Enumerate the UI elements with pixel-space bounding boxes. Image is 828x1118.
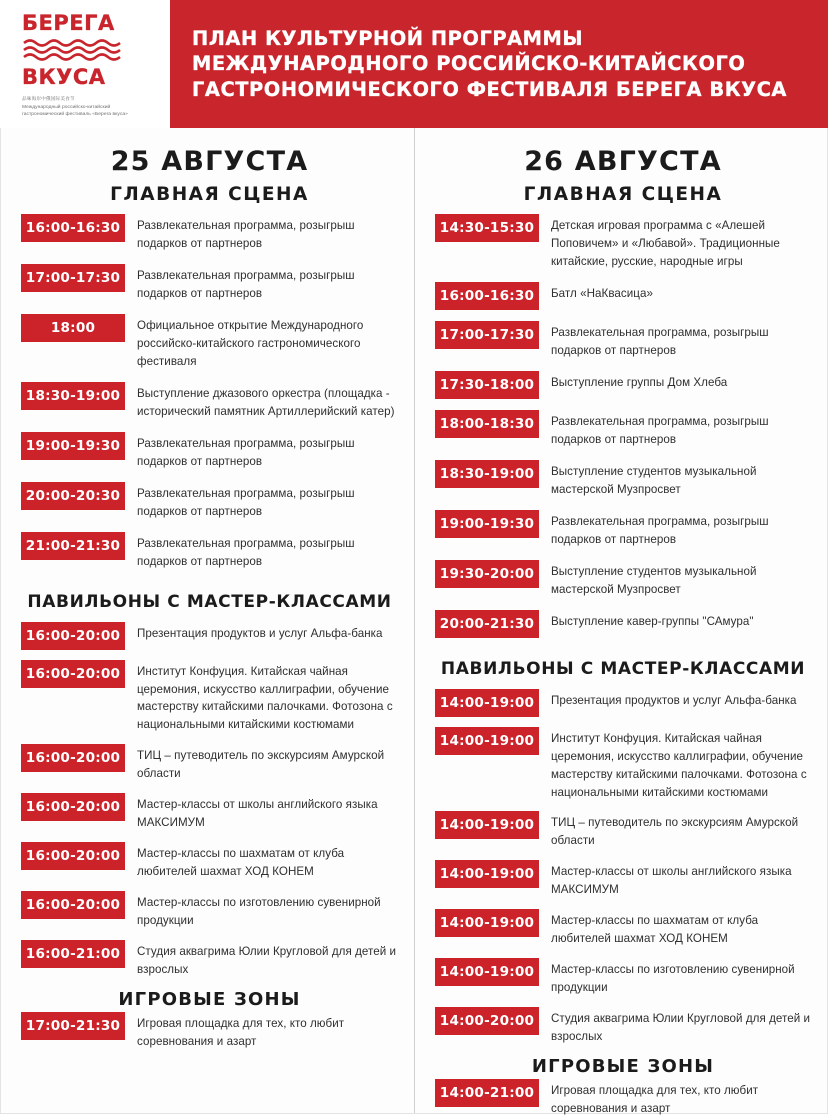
- schedule-row: [435, 860, 811, 899]
- time-badge: 21:00-21:30: [21, 532, 125, 560]
- logo-word-top: БЕРЕГА: [22, 11, 115, 35]
- schedule-row: [435, 371, 811, 399]
- time-badge: 17:00-21:30: [21, 1012, 125, 1040]
- pavilion-rows: [21, 622, 398, 980]
- schedule-content: [0, 128, 828, 1114]
- event-description: Развлекательная программа, розыгрыш подарков от партнеров: [137, 219, 355, 250]
- event-description: Развлекательная программа, розыгрыш подарков от партнеров: [137, 536, 355, 568]
- schedule-row: [21, 214, 398, 253]
- time-badge: 17:00-17:30: [435, 321, 539, 349]
- time-badge: 19:00-19:30: [435, 510, 539, 538]
- event-description: Мастер-классы по шахматам от клуба любителей шахмат ХОД КОНЕМ: [137, 847, 345, 879]
- event-description: ТИЦ – путеводитель по экскурсиям Амурской области: [137, 749, 385, 781]
- zone-rows: [21, 1012, 398, 1051]
- time-badge: 16:00-20:00: [21, 793, 125, 821]
- event-description: Презентация продуктов и услуг Альфа-банка: [137, 626, 383, 640]
- section-title-main-stage: ГЛАВНАЯ СЦЕНА: [110, 184, 309, 205]
- time-badge: 19:00-19:30: [21, 432, 125, 460]
- time-badge: 16:00-20:00: [21, 744, 125, 772]
- schedule-row: [435, 958, 811, 997]
- poster-title: ПЛАН КУЛЬТУРНОЙ ПРОГРАММЫ МЕЖДУНАРОДНОГО РОССИЙСКО-КИТАЙСКОГО ГАСТРОНОМИЧЕСКОГО ФЕСТИВАЛЯ БЕРЕГА ВКУСА: [192, 27, 787, 101]
- day-column-26-august: [414, 128, 827, 1116]
- time-badge: 17:00-17:30: [21, 264, 125, 292]
- event-description: Институт Конфуция. Китайская чайная церемония, искусство каллиграфии, обучение мастерству китайскими палочками. Фотозона с национальными китайскими костюмами: [551, 731, 807, 799]
- pavilion-rows: [435, 689, 811, 1047]
- time-badge: 19:30-20:00: [435, 560, 539, 588]
- schedule-row: [435, 321, 811, 360]
- schedule-row: [21, 482, 398, 521]
- event-description: Развлекательная программа, розыгрыш подарков от партнеров: [137, 486, 355, 518]
- time-badge: 16:00-20:00: [21, 622, 125, 650]
- schedule-row: [21, 744, 398, 783]
- schedule-row: [435, 727, 811, 802]
- schedule-row: [435, 410, 811, 449]
- event-description: Игровая площадка для тех, кто любит соревнования и азарт: [137, 1017, 345, 1049]
- section-title-pavilions: ПАВИЛЬОНЫ С МАСТЕР-КЛАССАМИ: [440, 658, 806, 679]
- event-description: ТИЦ – путеводитель по экскурсиям Амурской области: [551, 816, 799, 848]
- schedule-row: [21, 532, 398, 571]
- schedule-row: [21, 660, 398, 735]
- schedule-row: [435, 282, 811, 310]
- time-badge: 20:00-20:30: [21, 482, 125, 510]
- wave-lines-icon: [22, 37, 130, 63]
- event-description: Детская игровая программа с «Алешей Поповичем» и «Любавой». Традиционные китайские, русские, народные игры: [551, 219, 780, 268]
- schedule-row: [21, 793, 398, 832]
- time-badge: 14:00-19:00: [435, 958, 539, 986]
- main-stage-rows: [21, 214, 398, 571]
- schedule-row: [435, 1079, 811, 1118]
- main-stage-rows: [435, 214, 811, 638]
- day-column-25-august: [1, 128, 414, 1113]
- event-description: Презентация продуктов и услуг Альфа-банка: [551, 693, 797, 707]
- schedule-row: [21, 314, 398, 371]
- time-badge: 18:00: [21, 314, 125, 342]
- logo-word-bottom: ВКУСА: [22, 65, 106, 90]
- time-badge: 18:30-19:00: [21, 382, 125, 410]
- logo-subtitle-chinese: 品味海岸中俄国际美食节: [22, 97, 75, 103]
- event-description: Развлекательная программа, розыгрыш подарков от партнеров: [551, 414, 769, 446]
- schedule-row: [21, 264, 398, 303]
- time-badge: 14:00-21:00: [435, 1079, 539, 1107]
- logo-mark: [22, 12, 130, 88]
- schedule-row: [21, 1012, 398, 1051]
- schedule-row: [21, 622, 398, 650]
- schedule-row: [435, 909, 811, 948]
- schedule-row: [21, 891, 398, 930]
- event-description: Студия аквагрима Юлии Кругловой для детей и взрослых: [551, 1012, 811, 1044]
- time-badge: 14:00-19:00: [435, 909, 539, 937]
- event-description: Развлекательная программа, розыгрыш подарков от партнеров: [551, 514, 769, 546]
- schedule-row: [435, 460, 811, 499]
- schedule-row: [435, 610, 811, 638]
- schedule-row: [435, 560, 811, 599]
- time-badge: 14:00-19:00: [435, 860, 539, 888]
- event-description: Мастер-классы по изготовлению сувенирной продукции: [551, 963, 795, 995]
- event-description: Развлекательная программа, розыгрыш подарков от партнеров: [551, 325, 769, 357]
- time-badge: 16:00-16:30: [21, 214, 125, 242]
- event-description: Выступление кавер-группы "САмура": [551, 614, 754, 628]
- event-description: Мастер-классы по шахматам от клуба любителей шахмат ХОД КОНЕМ: [551, 914, 759, 946]
- schedule-row: [435, 510, 811, 549]
- event-description: Институт Конфуция. Китайская чайная церемония, искусство каллиграфии, обучение мастерству китайскими палочками. Фотозона с национальными китайскими костюмами: [137, 664, 393, 732]
- time-badge: 17:30-18:00: [435, 371, 539, 399]
- time-badge: 18:30-19:00: [435, 460, 539, 488]
- event-description: Развлекательная программа, розыгрыш подарков от партнеров: [137, 436, 355, 468]
- event-description: Мастер-классы по изготовлению сувенирной продукции: [137, 896, 381, 928]
- event-description: Мастер-классы от школы английского языка МАКСИМУМ: [137, 798, 378, 830]
- poster-header: [0, 0, 828, 128]
- day-title: 26 АВГУСТА: [524, 146, 722, 177]
- time-badge: 16:00-20:00: [21, 660, 125, 688]
- time-badge: 14:00-19:00: [435, 727, 539, 755]
- zone-rows: [435, 1079, 811, 1118]
- event-description: Мастер-классы от школы английского языка МАКСИМУМ: [551, 865, 792, 897]
- brand-logo: [0, 0, 170, 128]
- section-title-zones: ИГРОВЫЕ ЗОНЫ: [118, 989, 301, 1011]
- schedule-row: [435, 811, 811, 850]
- time-badge: 16:00-21:00: [21, 940, 125, 968]
- event-description: Студия аквагрима Юлии Кругловой для детей и взрослых: [137, 945, 397, 977]
- time-badge: 14:00-19:00: [435, 689, 539, 717]
- day-title: 25 АВГУСТА: [110, 146, 309, 177]
- time-badge: 14:00-19:00: [435, 811, 539, 839]
- header-red-band: [170, 0, 828, 128]
- event-description: Официальное открытие Международного российско-китайского гастрономического фестиваля: [137, 318, 364, 368]
- logo-subtitle: [22, 97, 160, 119]
- schedule-row: [21, 432, 398, 471]
- schedule-row: [21, 842, 398, 881]
- section-title-zones: ИГРОВЫЕ ЗОНЫ: [531, 1056, 715, 1078]
- event-description: Развлекательная программа, розыгрыш подарков от партнеров: [137, 268, 355, 300]
- time-badge: 14:00-20:00: [435, 1007, 539, 1035]
- event-description: Батл «НаКвасица»: [551, 286, 653, 300]
- time-badge: 16:00-20:00: [21, 891, 125, 919]
- logo-subtitle-russian-line2: гастрономический фестиваль «Берега вкуса»: [22, 112, 128, 118]
- section-title-main-stage: ГЛАВНАЯ СЦЕНА: [523, 184, 723, 205]
- schedule-row: [21, 382, 398, 421]
- time-badge: 14:30-15:30: [435, 214, 539, 242]
- event-description: Игровая площадка для тех, кто любит соревнования и азарт: [551, 1084, 759, 1116]
- time-badge: 16:00-20:00: [21, 842, 125, 870]
- schedule-row: [435, 689, 811, 717]
- section-title-pavilions: ПАВИЛЬОНЫ С МАСТЕР-КЛАССАМИ: [27, 591, 392, 612]
- event-description: Выступление студентов музыкальной мастерской Музпросвет: [551, 464, 757, 496]
- time-badge: 18:00-18:30: [435, 410, 539, 438]
- event-description: Выступление группы Дом Хлеба: [551, 375, 728, 389]
- schedule-row: [21, 940, 398, 979]
- event-description: Выступление джазового оркестра (площадка - исторический памятник Артиллерийский катер): [137, 386, 395, 418]
- logo-subtitle-russian-line1: Международный российско-китайский: [22, 104, 111, 110]
- schedule-row: [435, 214, 811, 271]
- event-description: Выступление студентов музыкальной мастерской Музпросвет: [551, 564, 757, 596]
- schedule-row: [435, 1007, 811, 1046]
- time-badge: 16:00-16:30: [435, 282, 539, 310]
- time-badge: 20:00-21:30: [435, 610, 539, 638]
